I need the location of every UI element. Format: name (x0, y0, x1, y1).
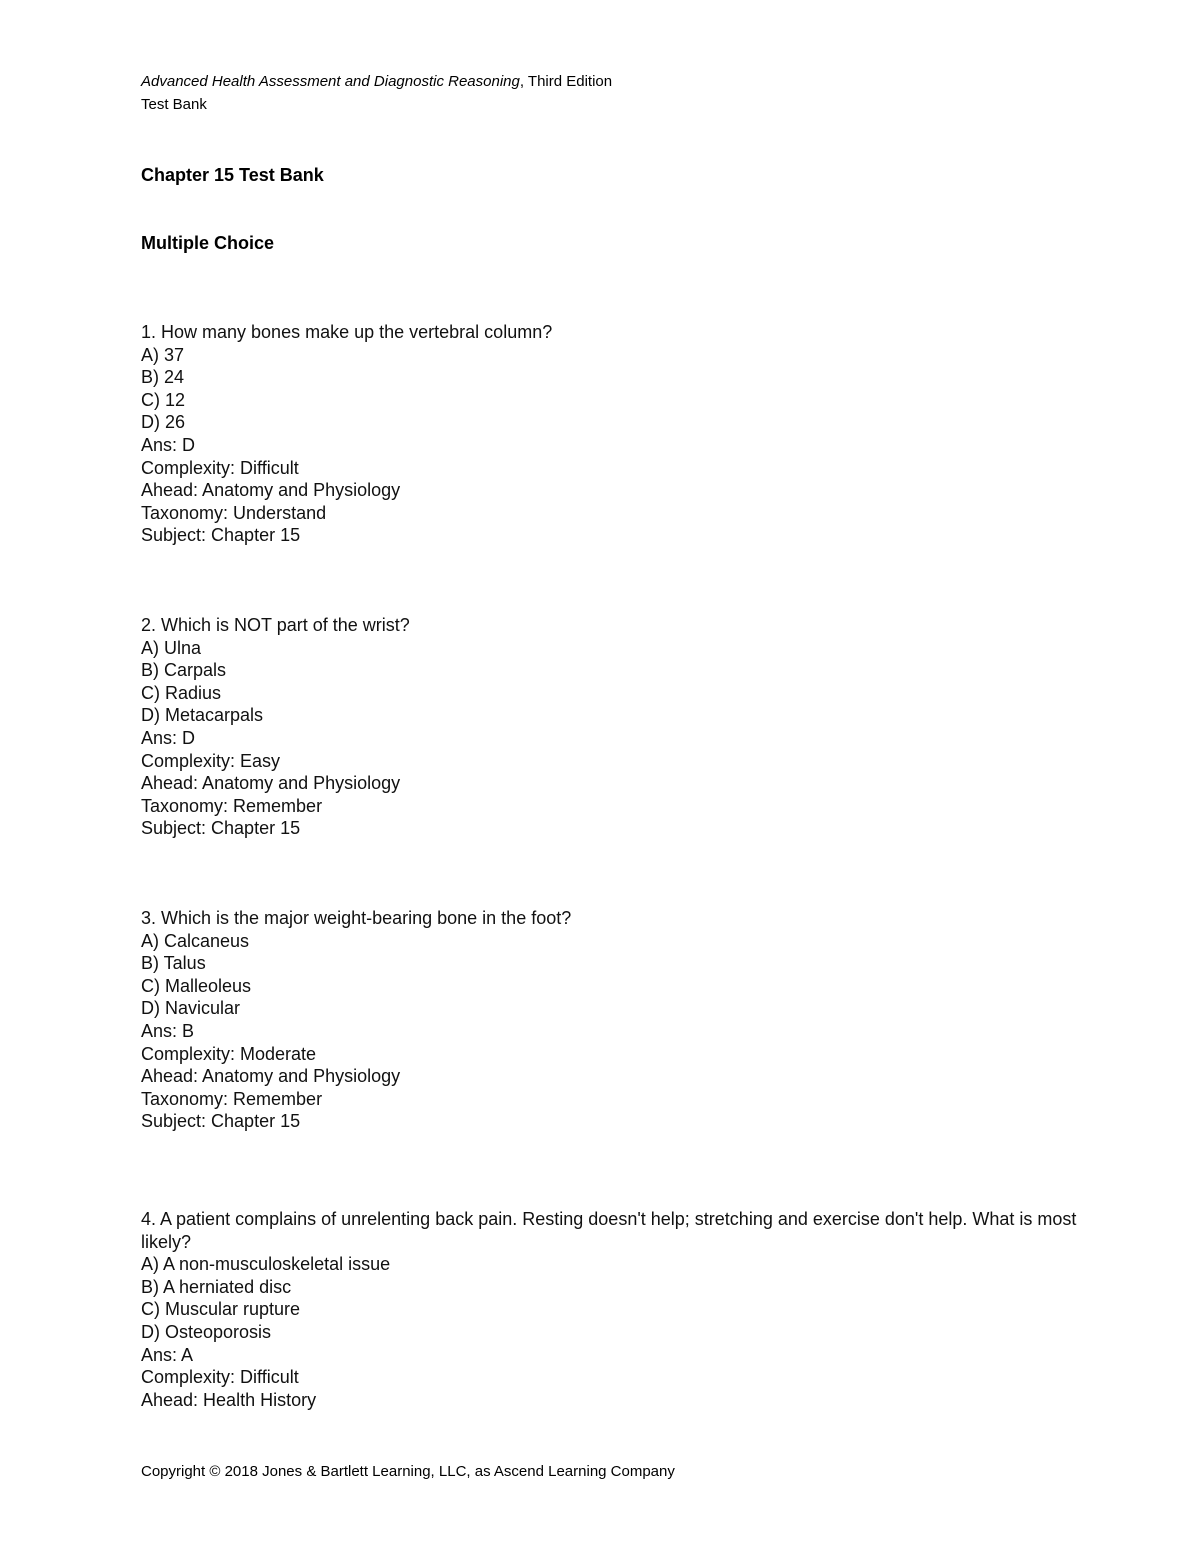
complexity: Complexity: Moderate (141, 1043, 317, 1064)
option-b: B) Talus (141, 953, 206, 974)
header-subtitle: Test Bank (141, 96, 207, 113)
question-stem: 2. Which is NOT part of the wrist? (141, 615, 410, 635)
subject: Subject: Chapter 15 (141, 818, 301, 839)
complexity: Complexity: Difficult (141, 1367, 299, 1388)
option-d: D) 26 (141, 412, 186, 433)
option-d: D) Metacarpals (141, 705, 264, 726)
chapter-title: Chapter 15 Test Bank (141, 165, 324, 185)
option-d: D) Osteoporosis (141, 1321, 272, 1342)
question-stem: 1. How many bones make up the vertebral column? (141, 322, 553, 342)
ahead: Ahead: Anatomy and Physiology (141, 1066, 401, 1087)
taxonomy: Taxonomy: Remember (141, 1088, 323, 1109)
taxonomy: Taxonomy: Remember (141, 795, 323, 816)
ahead: Ahead: Anatomy and Physiology (141, 480, 401, 501)
subject: Subject: Chapter 15 (141, 1111, 301, 1132)
question-2 (141, 614, 1081, 840)
complexity: Complexity: Easy (141, 750, 281, 771)
option-a: A) Calcaneus (141, 930, 250, 951)
taxonomy: Taxonomy: Understand (141, 502, 327, 523)
question-1 (141, 321, 1081, 547)
book-edition: , Third Edition (519, 73, 613, 90)
ahead: Ahead: Anatomy and Physiology (141, 773, 401, 794)
answer: Ans: D (141, 727, 196, 748)
page-header (141, 70, 612, 116)
question-4 (141, 1208, 1081, 1411)
ahead: Ahead: Health History (141, 1389, 317, 1410)
page-footer: Copyright © 2018 Jones & Bartlett Learning, LLC, as Ascend Learning Company (141, 1463, 675, 1480)
book-title: Advanced Health Assessment and Diagnostic Reasoning (141, 73, 520, 90)
option-b: B) A herniated disc (141, 1276, 292, 1297)
subject: Subject: Chapter 15 (141, 525, 301, 546)
answer: Ans: B (141, 1020, 195, 1041)
option-a: A) 37 (141, 344, 185, 365)
complexity: Complexity: Difficult (141, 457, 299, 478)
section-title: Multiple Choice (141, 233, 275, 253)
header-title-line (141, 70, 612, 93)
option-b: B) 24 (141, 367, 185, 388)
answer: Ans: A (141, 1344, 194, 1365)
question-3 (141, 907, 1081, 1133)
option-a: A) A non-musculoskeletal issue (141, 1254, 391, 1275)
option-b: B) Carpals (141, 660, 227, 681)
answer: Ans: D (141, 434, 196, 455)
option-c: C) 12 (141, 389, 186, 410)
question-stem: 3. Which is the major weight-bearing bone in the foot? (141, 908, 572, 928)
option-c: C) Radius (141, 682, 222, 703)
option-a: A) Ulna (141, 637, 202, 658)
option-c: C) Malleoleus (141, 975, 252, 996)
option-c: C) Muscular rupture (141, 1299, 301, 1320)
option-d: D) Navicular (141, 998, 241, 1019)
question-stem: 4. A patient complains of unrelenting back pain. Resting doesn't help; stretching and exercise don't help. What is most likely? (141, 1209, 1077, 1252)
